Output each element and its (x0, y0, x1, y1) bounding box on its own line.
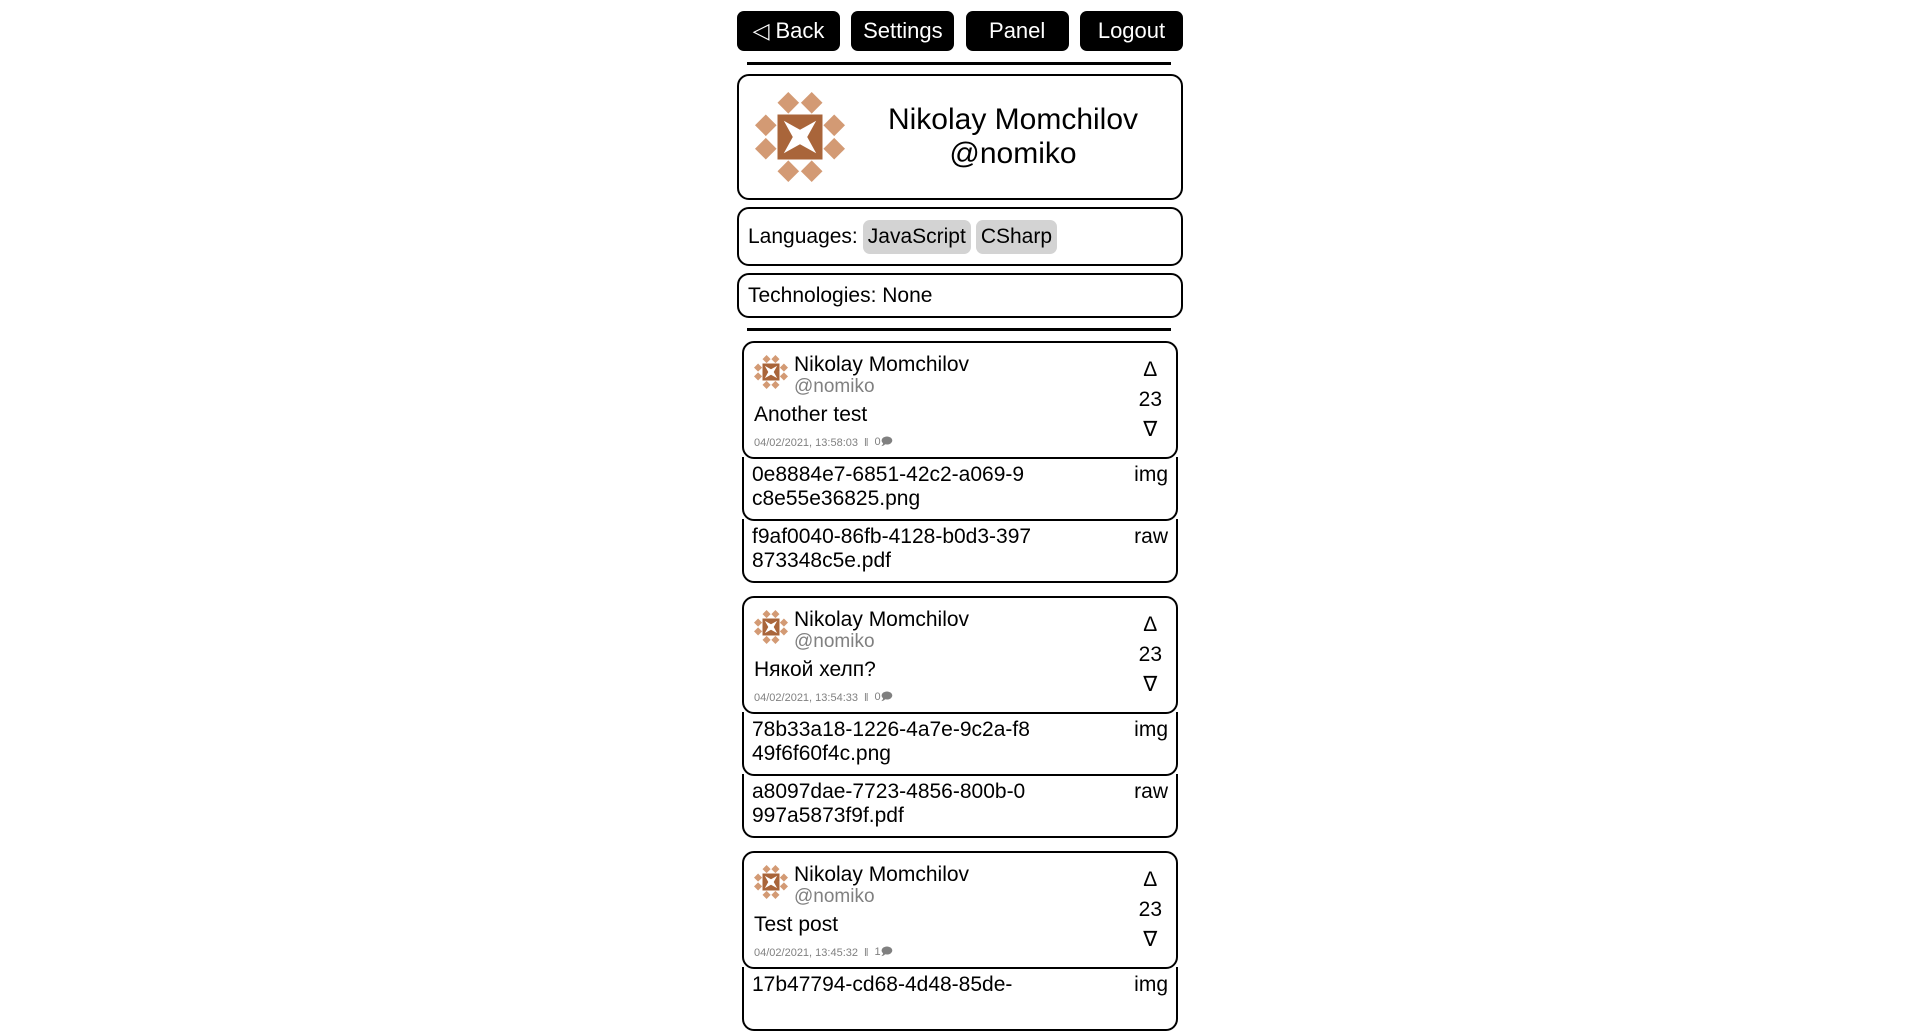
post-username: @nomiko (794, 886, 875, 907)
post-avatar (754, 355, 788, 389)
divider (747, 62, 1171, 65)
vote-widget (1139, 865, 1162, 955)
profile-name: Nikolay Momchilov (887, 103, 1139, 136)
post-author[interactable]: Nikolay Momchilov (794, 608, 970, 631)
vote-widget (1139, 355, 1162, 445)
avatar-identicon (754, 865, 788, 899)
post-header[interactable] (742, 851, 1178, 969)
attachment-row[interactable] (742, 712, 1178, 776)
comment-icon[interactable]: 🗩 (880, 436, 893, 448)
comment-count: 0 (874, 436, 881, 448)
attachment-row[interactable] (742, 774, 1178, 838)
downvote-icon[interactable]: ∇ (1143, 928, 1158, 951)
attachment-type: raw (1134, 780, 1168, 803)
back-label: Back (775, 18, 825, 43)
avatar-identicon (754, 355, 788, 389)
post-date: 04/02/2021, 13:58:03 (754, 436, 858, 449)
back-triangle-icon: ◁ (752, 18, 770, 43)
post-content: Another test (754, 403, 868, 426)
settings-button[interactable]: Settings (851, 11, 954, 51)
attachment-name[interactable]: 78b33a18-1226-4a7e-9c2a-f849f6f60f4c.png (752, 718, 1030, 765)
attachment-type: img (1134, 973, 1168, 996)
vote-count: 23 (1138, 388, 1162, 411)
attachment-name[interactable]: a8097dae-7723-4856-800b-0997a5873f9f.pdf (752, 780, 1026, 827)
upvote-icon[interactable]: Δ (1143, 868, 1158, 891)
comment-count: 0 (874, 691, 881, 703)
attachment-type: raw (1134, 525, 1168, 548)
comment-count: 1 (874, 946, 881, 958)
profile-username: @nomiko (949, 137, 1077, 170)
downvote-icon[interactable]: ∇ (1143, 418, 1158, 441)
post-date: 04/02/2021, 13:54:33 (754, 691, 858, 704)
post-author[interactable]: Nikolay Momchilov (794, 863, 970, 886)
post-list (737, 341, 1183, 1031)
attachment-type: img (1134, 718, 1168, 741)
panel-button[interactable]: Panel (966, 11, 1069, 51)
avatar-identicon (754, 610, 788, 644)
downvote-icon[interactable]: ∇ (1143, 673, 1158, 696)
separator: ‖ (863, 436, 869, 449)
upvote-icon[interactable]: Δ (1143, 358, 1158, 381)
post-meta (754, 688, 1166, 707)
page (737, 0, 1183, 1031)
separator: ‖ (863, 946, 869, 959)
avatar (755, 92, 845, 182)
languages-label: Languages: (748, 224, 858, 248)
post (742, 851, 1178, 1031)
comment-icon[interactable]: 🗩 (880, 946, 893, 958)
logout-button[interactable]: Logout (1080, 11, 1183, 51)
technologies-card (737, 273, 1183, 318)
post-author[interactable]: Nikolay Momchilov (794, 353, 970, 376)
separator: ‖ (863, 691, 869, 704)
comment-icon[interactable]: 🗩 (880, 691, 893, 703)
post-date: 04/02/2021, 13:45:32 (754, 946, 858, 959)
attachment-row[interactable] (742, 519, 1178, 583)
post (742, 341, 1178, 583)
post-content: Някой хелп? (754, 658, 876, 681)
technologies-label: Technologies: None (748, 283, 933, 307)
post-avatar (754, 865, 788, 899)
upvote-icon[interactable]: Δ (1143, 613, 1158, 636)
attachment-row[interactable] (742, 967, 1178, 1031)
vote-count: 23 (1138, 898, 1162, 921)
attachment-row[interactable] (742, 457, 1178, 521)
back-button[interactable] (737, 11, 840, 51)
post-username: @nomiko (794, 631, 875, 652)
divider (747, 328, 1171, 331)
vote-count: 23 (1138, 643, 1162, 666)
language-tag: CSharp (976, 220, 1057, 254)
post-meta (754, 943, 1166, 962)
attachment-name[interactable]: f9af0040-86fb-4128-b0d3-397873348c5e.pdf (752, 525, 1032, 572)
post (742, 596, 1178, 838)
attachment-name[interactable]: 17b47794-cd68-4d48-85de- (752, 973, 1013, 996)
post-meta (754, 433, 1166, 452)
avatar-identicon (755, 92, 845, 182)
attachment-name[interactable]: 0e8884e7-6851-42c2-a069-9c8e55e36825.png (752, 463, 1025, 510)
post-username: @nomiko (794, 376, 875, 397)
top-nav (737, 11, 1183, 51)
post-content: Test post (754, 913, 839, 936)
languages-card (737, 207, 1183, 266)
language-tag: JavaScript (863, 220, 971, 254)
attachment-type: img (1134, 463, 1168, 486)
profile-card (737, 74, 1183, 200)
post-header[interactable] (742, 596, 1178, 714)
post-avatar (754, 610, 788, 644)
post-header[interactable] (742, 341, 1178, 459)
vote-widget (1139, 610, 1162, 700)
